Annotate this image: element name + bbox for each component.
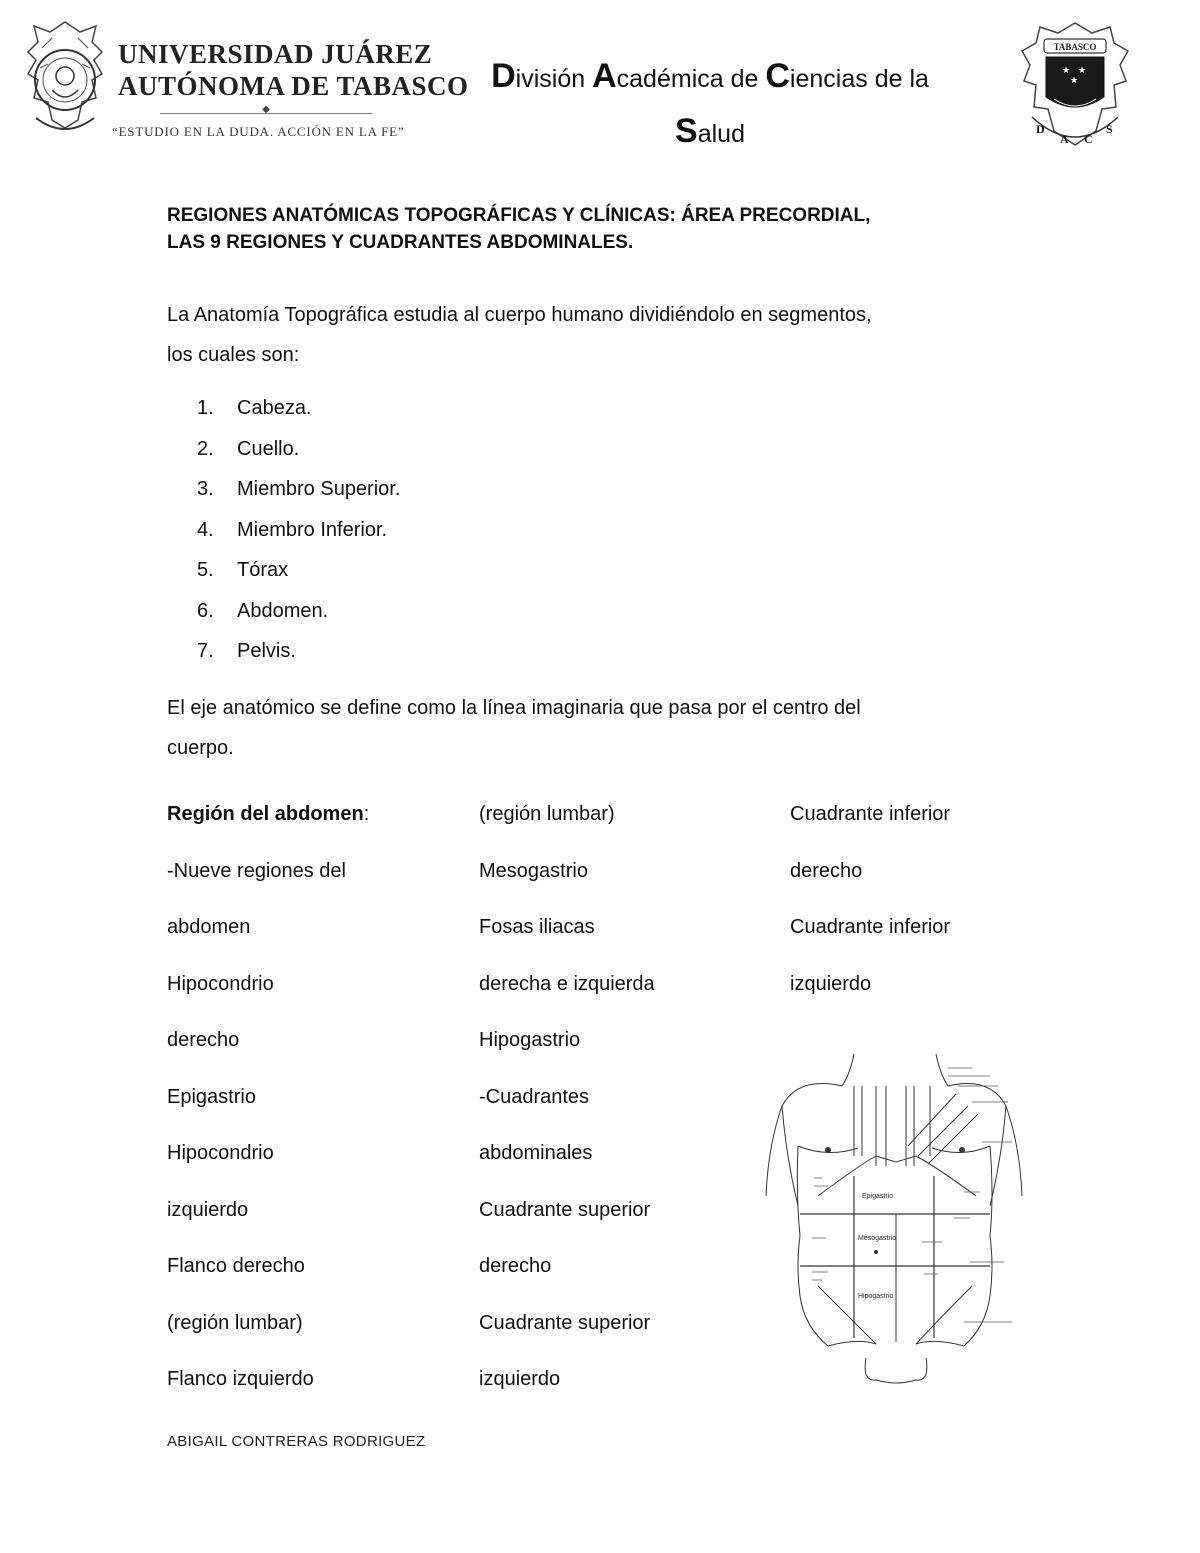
- abdomen-column-1: [167, 786, 369, 1408]
- list-item: derecho: [790, 859, 863, 882]
- list-item-number: 3.: [197, 478, 214, 500]
- list-item-label: Miembro Inferior.: [237, 518, 388, 541]
- list-item: abdomen: [167, 916, 251, 938]
- list-item: Cuadrante superior: [479, 1198, 651, 1221]
- university-motto: “ESTUDIO EN LA DUDA. ACCIÓN EN LA FE”: [112, 124, 405, 139]
- list-item: (región lumbar): [479, 803, 615, 825]
- crest-tabasco-text: TABASCO: [1053, 42, 1097, 52]
- abdomen-column-2: [479, 786, 655, 1408]
- list-item: (región lumbar): [167, 1311, 303, 1334]
- list-item-label: Cabeza.: [237, 397, 312, 419]
- division-word-3: iencias de la: [789, 65, 929, 93]
- list-item-number: 6.: [197, 599, 214, 622]
- abdomen-heading-text: Región del abdomen: [167, 803, 364, 825]
- svg-text:★: ★: [1062, 65, 1071, 75]
- intro-line1: La Anatomía Topográfica estudia al cuerpo humano dividiéndolo en segmentos,: [167, 304, 872, 326]
- list-item: Epigastrio: [167, 1085, 256, 1108]
- division-initial-c: C: [765, 57, 790, 95]
- division-title: [460, 50, 960, 160]
- university-name-line2: AUTÓNOMA DE TABASCO: [118, 71, 469, 101]
- intro-line2: los cuales son:: [167, 344, 300, 366]
- list-item: izquierdo: [790, 972, 872, 995]
- list-item: [197, 550, 400, 591]
- list-item: -Nueve regiones del: [167, 859, 346, 882]
- list-item-number: 4.: [197, 518, 214, 541]
- list-item: Hipocondrio: [167, 972, 274, 995]
- list-item-number: 1.: [197, 397, 214, 419]
- list-item-label: Abdomen.: [237, 599, 329, 622]
- document-title-line2: LAS 9 REGIONES Y CUADRANTES ABDOMINALES.: [167, 232, 634, 253]
- list-item-number: 2.: [197, 437, 214, 460]
- list-item: [197, 388, 400, 429]
- svg-text:★: ★: [1078, 65, 1087, 75]
- abdomen-heading: [167, 786, 369, 843]
- axis-line2: cuerpo.: [167, 737, 234, 759]
- diamond-ornament-icon: ◆: [262, 104, 270, 115]
- document-title-line1: REGIONES ANATÓMICAS TOPOGRÁFICAS Y CLÍNICAS: ÁREA PRECORDIAL,: [167, 205, 871, 226]
- header-divider: [160, 113, 372, 114]
- list-item: [197, 469, 400, 510]
- svg-text:★: ★: [1070, 75, 1079, 85]
- label-hipogastrio: Hipogastrio: [858, 1293, 894, 1300]
- intro-paragraph: [167, 295, 1027, 375]
- division-initial-a: A: [592, 57, 617, 95]
- list-item: -Cuadrantes: [479, 1085, 590, 1108]
- list-item: Fosas iliacas: [479, 916, 595, 938]
- university-seal-logo: [22, 18, 108, 142]
- list-item: [197, 429, 400, 470]
- list-item: izquierdo: [479, 1368, 561, 1390]
- list-item: Mesogastrio: [479, 859, 588, 882]
- list-item: Flanco derecho: [167, 1255, 305, 1277]
- list-item: derecho: [479, 1255, 552, 1277]
- crest-letter-c: C: [1084, 132, 1093, 146]
- division-initial-d: D: [491, 57, 516, 95]
- crest-letter-a: A: [1060, 132, 1069, 146]
- list-item: Cuadrante inferior: [790, 916, 951, 938]
- segments-list: [197, 388, 400, 672]
- crest-letter-d: D: [1036, 122, 1045, 136]
- list-item: [197, 510, 400, 551]
- label-mesogastrio: Mesogastrio: [858, 1235, 897, 1242]
- university-name: [118, 38, 469, 102]
- list-item: Hipocondrio: [167, 1142, 274, 1164]
- author-footer: ABIGAIL CONTRERAS RODRIGUEZ: [167, 1433, 426, 1450]
- list-item: [197, 591, 400, 632]
- list-item-label: Tórax: [237, 559, 289, 581]
- university-name-line1: UNIVERSIDAD JUÁREZ: [118, 39, 433, 69]
- list-item: Hipogastrio: [479, 1029, 581, 1051]
- division-word-1: ivisión: [515, 65, 586, 93]
- list-item-number: 5.: [197, 559, 214, 581]
- list-item-label: Miembro Superior.: [237, 478, 401, 500]
- list-item: izquierdo: [167, 1198, 249, 1221]
- dacs-crest-logo: [1018, 17, 1132, 153]
- list-item: Cuadrante inferior: [790, 803, 951, 825]
- axis-line1: El eje anatómico se define como la línea imaginaria que pasa por el centro del: [167, 697, 861, 719]
- list-item: derecha e izquierda: [479, 972, 655, 995]
- abdominal-regions-diagram: [758, 1046, 1034, 1386]
- list-item: [197, 631, 400, 672]
- label-epigastrio: Epigastrio: [862, 1193, 894, 1200]
- division-word-4: alud: [697, 120, 745, 148]
- list-item-label: Pelvis.: [237, 640, 296, 662]
- list-item: Flanco izquierdo: [167, 1368, 314, 1390]
- crest-letter-s: S: [1106, 122, 1113, 136]
- abdomen-column-3: [790, 786, 950, 1012]
- axis-paragraph: [167, 688, 1027, 768]
- division-initial-s: S: [675, 112, 698, 150]
- list-item: abdominales: [479, 1142, 593, 1164]
- list-item: derecho: [167, 1029, 240, 1051]
- list-item-number: 7.: [197, 640, 214, 662]
- abdomen-heading-colon: :: [363, 803, 370, 825]
- division-word-2: cadémica de: [616, 65, 759, 93]
- document-title: [167, 202, 1067, 256]
- list-item: Cuadrante superior: [479, 1311, 651, 1334]
- list-item-label: Cuello.: [237, 437, 300, 460]
